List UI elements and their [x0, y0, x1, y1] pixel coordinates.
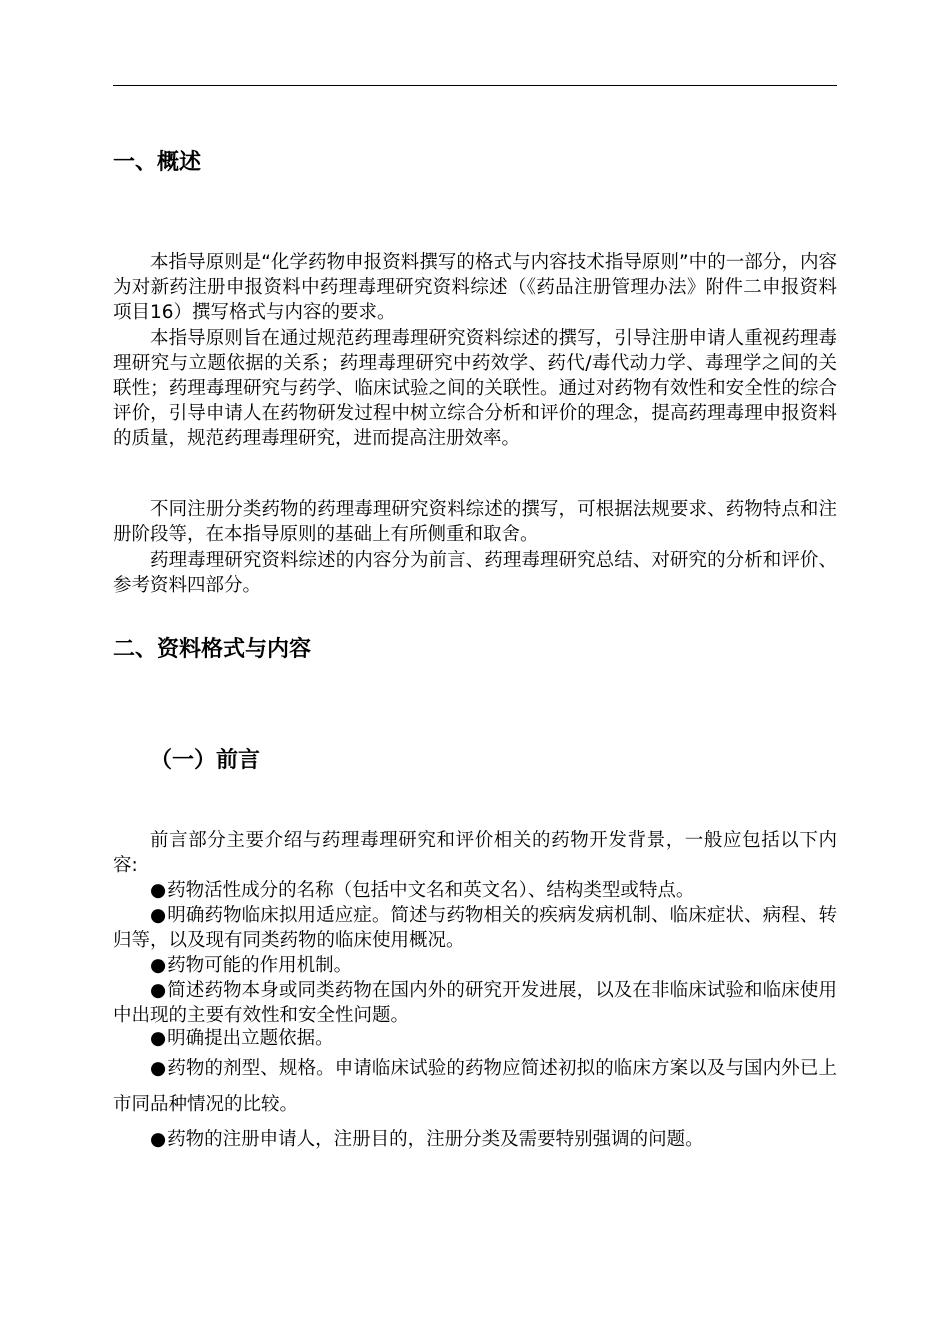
subsection-title-preface: （一）前言: [150, 748, 261, 773]
preface-list-item: ● 药物活性成分的名称（包括中文名和英文名）、结构类型或特点。: [113, 878, 837, 903]
section-title-overview: 一、概述: [113, 150, 202, 175]
overview-paragraph-1: 本指导原则是“化学药物申报资料撰写的格式与内容技术指导原则”中的一部分，内容为对新药注册申报资料中药理毒理研究资料综述（《药品注册管理办法》附件二申报资料项目16）撰写格式与内容的要求。: [113, 252, 837, 323]
preface-list-item-text: ● 药物的剂型、规格。申请临床试验的药物应简述初拟的临床方案以及与国内外已上市同品种情况的比较。: [113, 1058, 837, 1115]
preface-intro: 前言部分主要介绍与药理毒理研究和评价相关的药物开发背景，一般应包括以下内容:: [113, 830, 837, 876]
section-title-format-content: 二、资料格式与内容: [113, 637, 312, 662]
overview-paragraph-3: 不同注册分类药物的药理毒理研究资料综述的撰写，可根据法规要求、药物特点和注册阶段等，在本指导原则的基础上有所侧重和取舍。: [113, 499, 837, 545]
header-rule: [113, 85, 837, 86]
overview-paragraph-4: 药理毒理研究资料综述的内容分为前言、药理毒理研究总结、对研究的分析和评价、参考资料四部分。: [113, 550, 837, 596]
preface-list-item: ● 明确提出立题依据。: [113, 1026, 837, 1051]
preface-list-item: ● 药物的注册申请人，注册目的，注册分类及需要特别强调的问题。: [113, 1127, 837, 1152]
preface-list-item: [113, 1051, 837, 1123]
preface-list-item: ● 明确药物临床拟用适应症。简述与药物相关的疾病发病机制、临床症状、病程、转归等，以及现有同类药物的临床使用概况。: [113, 903, 837, 953]
preface-list-item: ● 简述药物本身或同类药物在国内外的研究开发进展，以及在非临床试验和临床使用中出现的主要有效性和安全性问题。: [113, 978, 837, 1028]
preface-list-item: ● 药物可能的作用机制。: [113, 953, 837, 978]
overview-paragraph-2: 本指导原则旨在通过规范药理毒理研究资料综述的撰写，引导注册申请人重视药理毒理研究与立题依据的关系；药理毒理研究中药效学、药代/毒代动力学、毒理学之间的关联性；药理毒理研究与药学、临床试验之间的关联性。通过对药物有效性和安全性的综合评价，引导申请人在药物研发过程中树立综合分析和评价的理念，提高药理毒理申报资料的质量，规范药理毒理研究，进而提高注册效率。: [113, 328, 837, 449]
